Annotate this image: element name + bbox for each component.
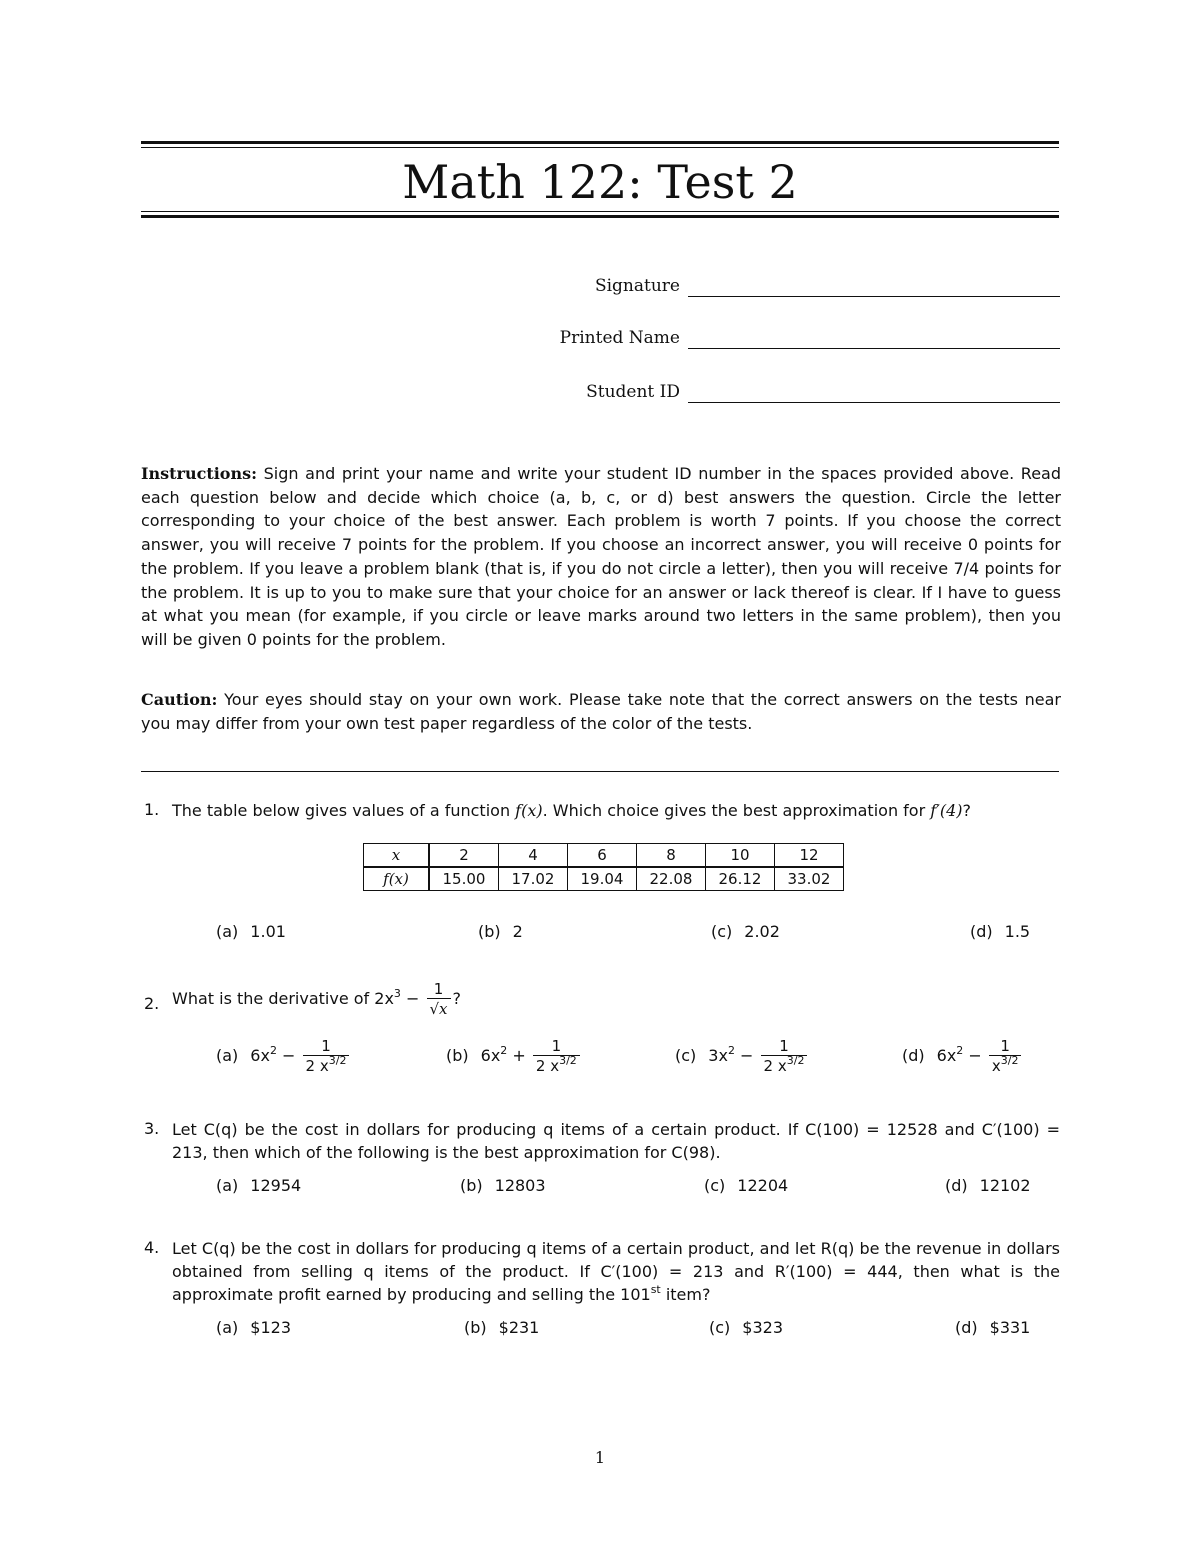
q2-option-b[interactable] xyxy=(446,1037,582,1076)
denominator-exp: 3/2 xyxy=(328,1054,347,1067)
title-rule-top-thin xyxy=(141,147,1059,148)
table-cell: 8 xyxy=(637,844,706,868)
q4-option-c[interactable] xyxy=(709,1318,783,1337)
fraction-numerator: 1 xyxy=(1000,1037,1010,1055)
q3-option-d[interactable] xyxy=(945,1176,1031,1195)
question-4-sup: st xyxy=(650,1283,661,1296)
denominator-base: 2 x xyxy=(535,1057,560,1075)
question-2-exp: 3 xyxy=(393,987,401,1000)
instructions-paragraph xyxy=(141,462,1061,652)
question-2-fraction xyxy=(427,980,451,1019)
printed-name-field[interactable] xyxy=(420,322,1060,352)
table-cell: 12 xyxy=(775,844,844,868)
option-value: 1.5 xyxy=(1004,922,1031,941)
option-value: 12803 xyxy=(494,1176,546,1195)
question-3-text: Let C(q) be the cost in dollars for producing q items of a certain product. If C(100) = 12528 and C′(100) = 213, then which of the following is the best approximation for C(98). xyxy=(172,1120,1060,1162)
instructions-text: Sign and print your name and write your student ID number in the spaces provided above. Read each question below and decide which choice (a, b, c, or d) best answers the question. Circle the letter corresponding to your choice of the best answer. Each problem is worth 7 points. If you choose the correct answer, you will receive 7 points for the problem. If you choose an incorrect answer, you will receive 0 points for the problem. If you leave a problem blank (that is, if you do not circle a letter), then you will receive 7/4 points for the problem. It is up to you to make sure that your choice for an answer or lack thereof is clear. If I have to guess at what you mean (for example, if you circle or leave marks around two letters in the same problem), then you will be given 0 points for the problem. xyxy=(141,464,1062,649)
fraction-denominator xyxy=(761,1055,808,1076)
option-exp: 2 xyxy=(269,1044,277,1057)
option-label: (b) xyxy=(478,922,501,941)
fraction-denominator xyxy=(303,1055,350,1076)
table-row-fx xyxy=(364,867,844,891)
q3-option-b[interactable] xyxy=(460,1176,546,1195)
option-value: 2.02 xyxy=(744,922,780,941)
q4-option-b[interactable] xyxy=(464,1318,539,1337)
signature-label: Signature xyxy=(594,276,680,296)
option-label: (b) xyxy=(460,1176,483,1195)
question-1-text xyxy=(172,799,1060,822)
table-header-fx: f(x) xyxy=(364,867,430,891)
q2-option-d[interactable] xyxy=(902,1037,1023,1076)
table-cell: 2 xyxy=(429,844,499,868)
option-exp: 2 xyxy=(500,1044,508,1057)
student-id-line[interactable] xyxy=(688,402,1060,403)
title-rule-bottom-thick xyxy=(141,215,1059,218)
option-label: (d) xyxy=(945,1176,968,1195)
question-1-fprime: f′(4) xyxy=(930,801,963,820)
fraction-numerator: 1 xyxy=(779,1037,789,1055)
question-2-text xyxy=(172,980,461,1019)
title-rule-top-thick xyxy=(141,141,1059,144)
option-label: (c) xyxy=(675,1046,697,1065)
page-number: 1 xyxy=(594,1448,606,1467)
option-value: 12204 xyxy=(737,1176,789,1195)
question-2-end: ? xyxy=(452,989,462,1008)
denominator-exp: 3/2 xyxy=(559,1054,577,1067)
q4-option-d[interactable] xyxy=(955,1318,1030,1337)
table-row-x xyxy=(364,844,844,868)
option-value: $323 xyxy=(742,1318,783,1337)
fraction-numerator: 1 xyxy=(321,1037,331,1055)
printed-name-label: Printed Name xyxy=(559,328,680,348)
option-operator: − xyxy=(282,1046,296,1065)
option-value: 1.01 xyxy=(250,922,286,941)
table-header-x: x xyxy=(364,844,430,868)
question-1-text-a: The table below gives values of a function xyxy=(172,801,511,820)
option-exp: 2 xyxy=(956,1044,964,1057)
question-number: 1. xyxy=(144,800,160,819)
function-table xyxy=(363,843,844,891)
option-operator: − xyxy=(740,1046,754,1065)
fraction-denominator: √x xyxy=(427,998,451,1019)
question-2-minus: − xyxy=(406,989,420,1008)
option-value: $231 xyxy=(498,1318,540,1337)
question-4-text-b: item? xyxy=(660,1285,711,1304)
table-cell: 33.02 xyxy=(775,867,844,891)
option-value: $331 xyxy=(989,1318,1031,1337)
option-lead: 6x xyxy=(936,1046,957,1065)
table-cell: 19.04 xyxy=(568,867,637,891)
q1-option-c[interactable] xyxy=(711,922,780,941)
table-cell: 17.02 xyxy=(499,867,568,891)
option-value: 12954 xyxy=(250,1176,302,1195)
option-operator: + xyxy=(512,1046,526,1065)
denominator-base: x xyxy=(991,1057,1001,1075)
option-label: (a) xyxy=(216,1046,239,1065)
fraction-numerator: 1 xyxy=(433,980,444,998)
question-1-text-b: . Which choice gives the best approximation for xyxy=(542,801,926,820)
option-fraction xyxy=(761,1037,808,1076)
student-id-field[interactable] xyxy=(420,376,1060,406)
question-1-fx: f(x) xyxy=(515,801,543,820)
denominator-base: 2 x xyxy=(763,1057,787,1075)
table-cell: 10 xyxy=(706,844,775,868)
option-operator: − xyxy=(968,1046,982,1065)
option-label: (c) xyxy=(711,922,733,941)
signature-line[interactable] xyxy=(688,296,1060,297)
fraction-numerator: 1 xyxy=(551,1037,562,1055)
signature-field[interactable] xyxy=(420,270,1060,300)
question-number: 3. xyxy=(144,1119,160,1138)
q4-option-a[interactable] xyxy=(216,1318,291,1337)
section-divider xyxy=(141,771,1059,772)
option-label: (d) xyxy=(955,1318,978,1337)
question-4-text xyxy=(172,1237,1060,1306)
option-fraction xyxy=(303,1037,350,1076)
question-number: 4. xyxy=(144,1238,160,1257)
q1-option-b[interactable] xyxy=(478,922,523,941)
option-value: 12102 xyxy=(979,1176,1031,1195)
option-label: (a) xyxy=(216,922,239,941)
question-4-text-a: Let C(q) be the cost in dollars for producing q items of a certain product, and let R(q) be the revenue in dollars obtained from selling q items of the product. If C′(100) = 213 and R′(100) = 444, then what is the approximate profit earned by producing and selling the 101 xyxy=(172,1239,1060,1304)
caution-text: Your eyes should stay on your own work. Please take note that the correct answers on the tests near you may differ from your own test paper regardless of the color of the tests. xyxy=(141,690,1061,733)
question-2-lead: What is the derivative of 2x xyxy=(172,989,394,1008)
option-label: (a) xyxy=(216,1176,239,1195)
denominator-base: 2 x xyxy=(305,1057,329,1075)
title-rule-bottom-thin xyxy=(141,211,1059,212)
option-fraction xyxy=(533,1037,580,1076)
caution-label: Caution: xyxy=(141,690,218,709)
option-label: (a) xyxy=(216,1318,239,1337)
option-label: (c) xyxy=(709,1318,731,1337)
caution-paragraph xyxy=(141,688,1061,735)
option-label: (d) xyxy=(970,922,993,941)
option-label: (c) xyxy=(704,1176,726,1195)
instructions-label: Instructions: xyxy=(141,464,258,483)
table-cell: 15.00 xyxy=(429,867,499,891)
option-label: (b) xyxy=(446,1046,469,1065)
option-value: 2 xyxy=(512,922,523,941)
printed-name-line[interactable] xyxy=(688,348,1060,349)
table-cell: 22.08 xyxy=(637,867,706,891)
option-lead: 3x xyxy=(708,1046,728,1065)
q1-option-a[interactable] xyxy=(216,922,286,941)
option-value: $123 xyxy=(250,1318,292,1337)
question-number: 2. xyxy=(144,994,160,1013)
q1-option-d[interactable] xyxy=(970,922,1030,941)
table-cell: 26.12 xyxy=(706,867,775,891)
fraction-denominator xyxy=(989,1055,1022,1076)
page-title: Math 122: Test 2 xyxy=(402,155,798,209)
q2-option-c[interactable] xyxy=(675,1037,809,1076)
table-cell: 6 xyxy=(568,844,637,868)
option-exp: 2 xyxy=(727,1044,735,1057)
option-lead: 6x xyxy=(480,1046,501,1065)
student-id-label: Student ID xyxy=(586,382,680,402)
question-1-text-c: ? xyxy=(962,801,971,820)
denominator-exp: 3/2 xyxy=(1000,1054,1019,1067)
option-fraction xyxy=(989,1037,1022,1076)
option-label: (d) xyxy=(902,1046,925,1065)
option-lead: 6x xyxy=(250,1046,270,1065)
q2-option-a[interactable] xyxy=(216,1037,351,1076)
option-label: (b) xyxy=(464,1318,487,1337)
fraction-denominator xyxy=(533,1055,580,1076)
table-cell: 4 xyxy=(499,844,568,868)
q3-option-a[interactable] xyxy=(216,1176,301,1195)
q3-option-c[interactable] xyxy=(704,1176,788,1195)
denominator-exp: 3/2 xyxy=(786,1054,805,1067)
